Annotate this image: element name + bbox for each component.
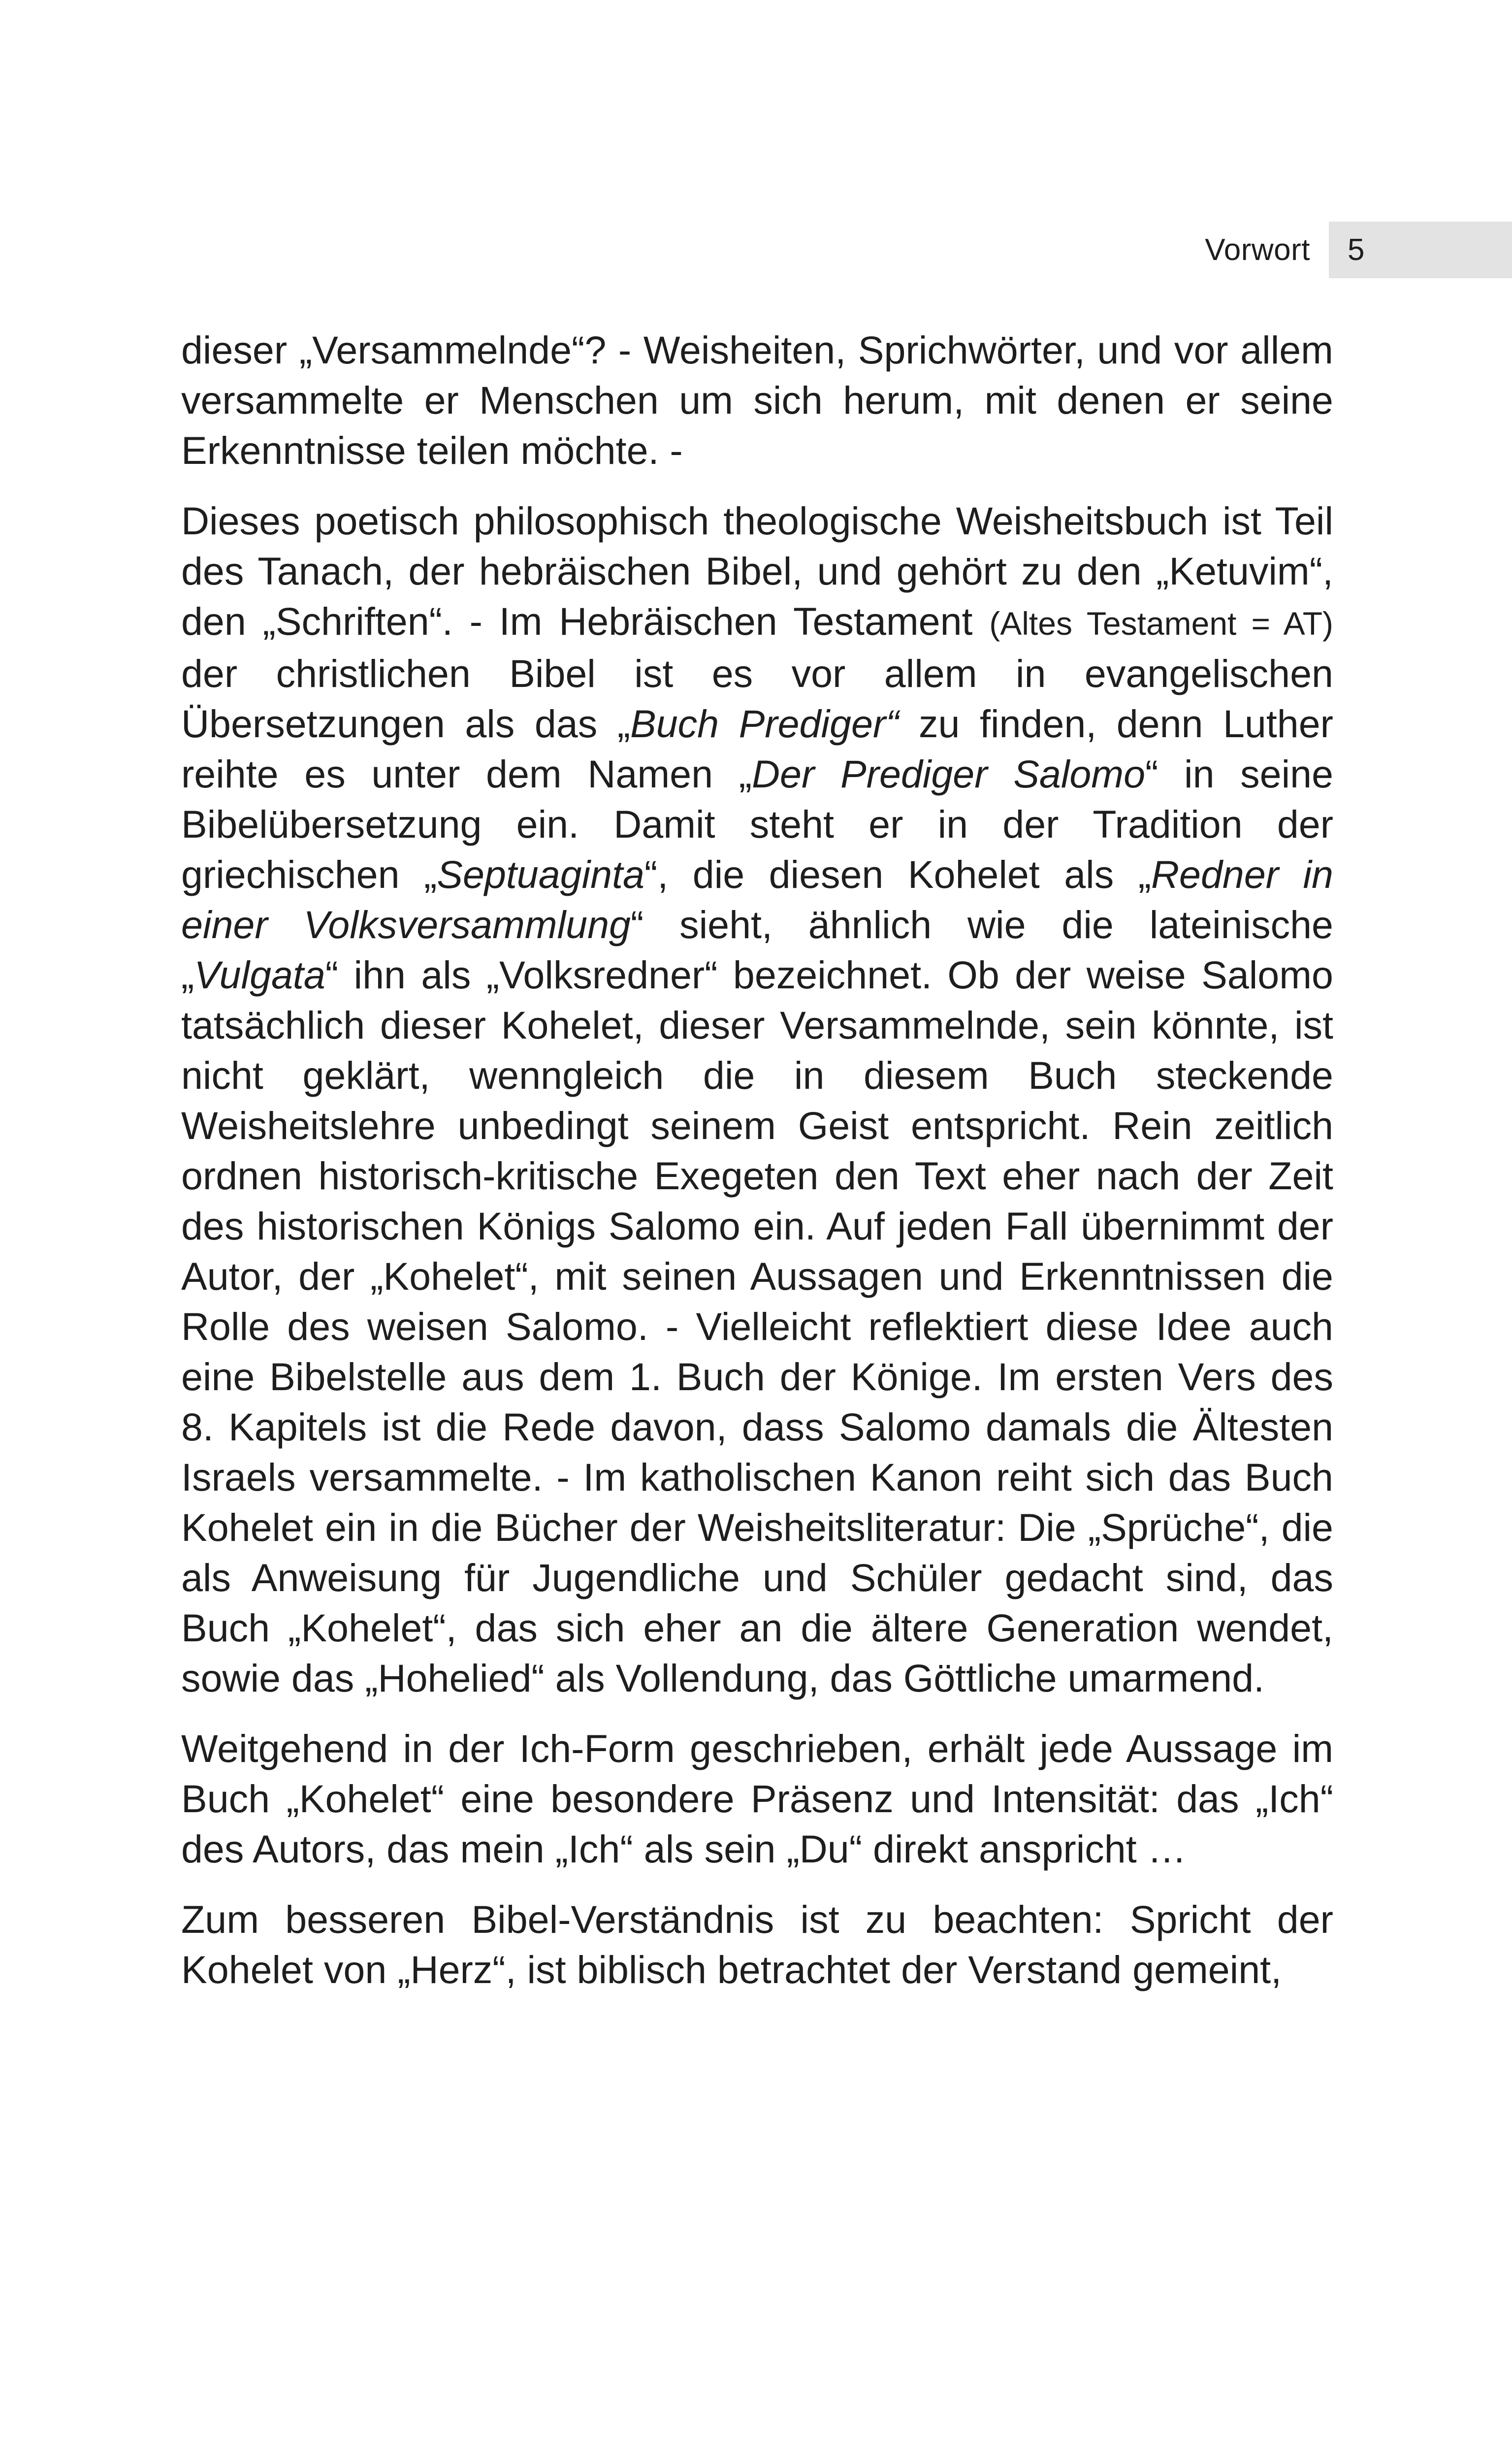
text-run: der christlichen Bibel ist es vor allem in evangelischen Übersetzungen als das „ — [181, 651, 1333, 746]
text-run: “ sieht, ähnlich wie die lateinische „ — [181, 903, 1333, 997]
text-run: “ ihn als „Volksredner“ bezeichnet. Ob der weise Salomo tatsächlich dieser Kohelet, dieser Versammelnde, sein könnte, ist nicht geklärt, wenngleich die in diesem Buch steckende Weisheitslehre unbedingt seinem Geist entspricht. Rein zeitlich ordnen historisch-kritische Exegeten den Text eher nach der Zeit des historischen Königs Salomo ein. Auf jeden Fall übernimmt der Autor, der „Kohelet“, mit seinen Aussagen und Erkenntnissen die Rolle des weisen Salomo. - Vielleicht reflektiert diese Idee auch eine Bibelstelle aus dem 1. Buch der Könige. Im ersten Vers des 8. Kapitels ist die Rede davon, dass Salomo damals die Ältesten Israels versammelte. - Im katholischen Kanon reiht sich das Buch Kohelet ein in die Bücher der Weisheitsliteratur: Die „Sprüche“, die als Anweisung für Jugendliche und Schüler gedacht sind, das Buch „Kohelet“, das sich eher an die ältere Generation wendet, sowie das „Hohelied“ als Vollendung, das Göttliche umarmend. — [181, 953, 1333, 1700]
text-run: dieser „Versammelnde“? - Weisheiten, Sprichwörter, und vor allem versammelte er Menschen um sich herum, mit denen er seine Erkenntnisse teilen möchte. - — [181, 328, 1333, 472]
text-run: Weitgehend in der Ich-Form geschrieben, erhält jede Aussage im Buch „Kohelet“ eine besondere Präsenz und Intensität: das „Ich“ des Autors, das mein „Ich“ als sein „Du“ direkt anspricht … — [181, 1726, 1333, 1871]
italic-term: Septuaginta — [437, 852, 644, 896]
paragraph — [181, 1724, 1333, 1874]
text-run: Dieses poetisch philosophisch theologische Weisheitsbuch ist Teil des Tanach, der hebräischen Bibel, und gehört zu den „Ketuvim“, den „Schriften“. - Im Hebräischen Testament — [181, 499, 1333, 643]
section-title: Vorwort — [1205, 233, 1310, 267]
page-number: 5 — [1329, 222, 1512, 278]
italic-term: Der Prediger Salomo — [752, 752, 1146, 796]
text-run: “, die diesen Kohelet als „ — [644, 852, 1151, 896]
text-run: Zum besseren Bibel-Verständnis ist zu beachten: Spricht der Kohelet von „Herz“, ist biblisch betrachtet der Verstand gemeint, — [181, 1897, 1333, 1991]
text-run: “ in seine Bibelübersetzung ein. Damit steht er in der Tradition der griechischen „ — [181, 752, 1334, 896]
italic-term: Redner in einer Volksversammlung — [181, 852, 1333, 946]
paragraph — [181, 325, 1333, 476]
text-run: zu finden, denn Luther reihte es unter dem Namen „ — [181, 702, 1333, 796]
italic-term: Vulgata — [194, 953, 325, 997]
italic-term: Buch Prediger“ — [630, 702, 899, 746]
paragraph — [181, 496, 1333, 1703]
body-text — [181, 325, 1333, 2015]
small-note: (Altes Testament = AT) — [989, 605, 1333, 642]
paragraph — [181, 1894, 1333, 1995]
running-head — [1205, 222, 1512, 278]
